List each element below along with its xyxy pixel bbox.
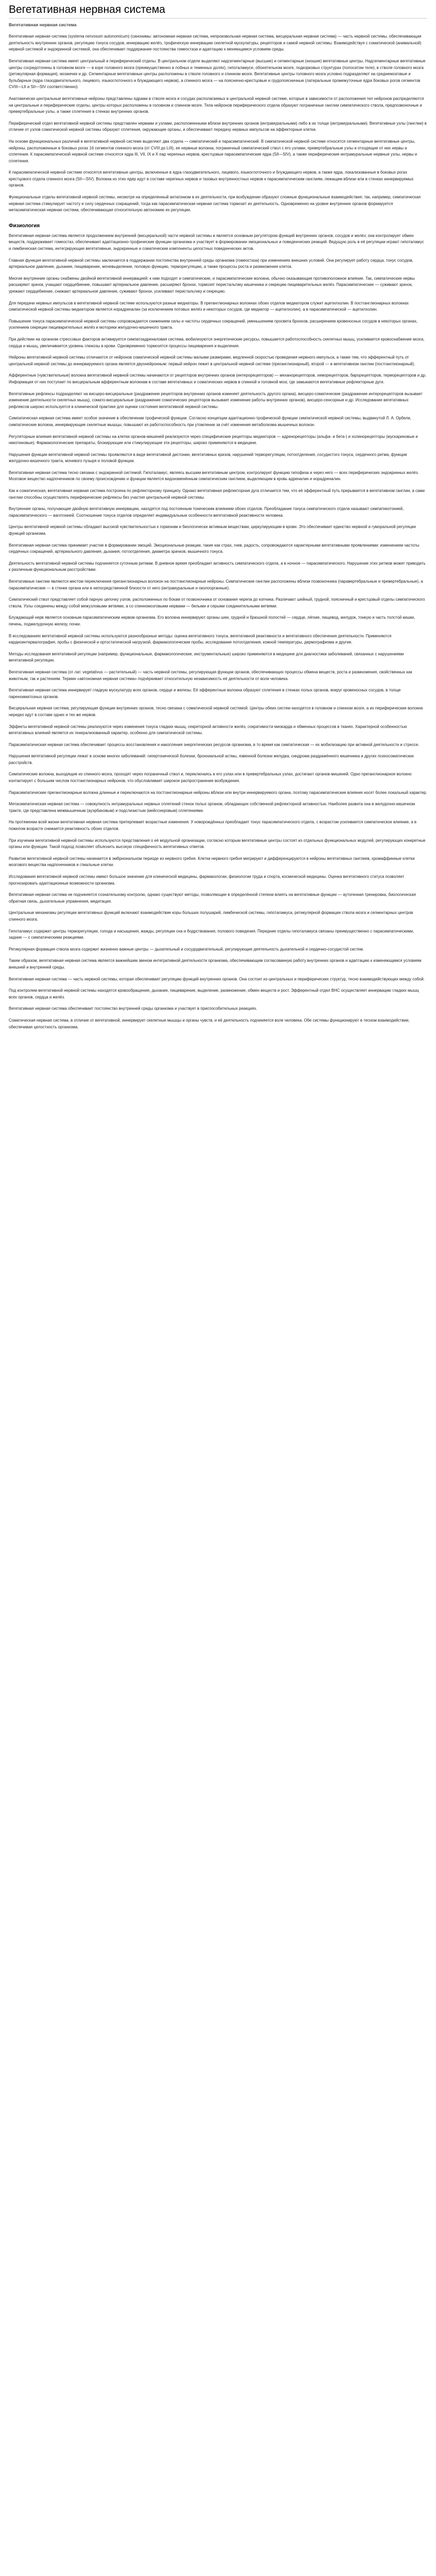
paragraph: Висцеральная нервная система, регулирующая функции внутренних органов, тесно связана с соматической нервной системой. Центры обеих систем находятся в головном и спинном мозге, а их периферические волокна нередко идут в составе одних и тех же нервов. [9, 706, 423, 717]
paragraph: Эффекты вегетативной нервной системы реализуются через изменения тонуса гладких мышц, секреторной активности желёз, сократимости миокарда и обменных процессов в тканях. Характерной особенностью вегетативных влияний является их генерализованный характер, особенно для симпатической системы. [9, 724, 407, 736]
paragraph: Афферентные (чувствительные) волокна вегетативной нервной системы начинаются от рецепторов внутренних органов (интерорецепторов) — механорецепторов, хеморецепторов, барорецепторов, терморецепторов и др. Информация от них поступает по висцеральным афферентным волокнам в составе вегетативных и соматических нервов в спинной и головной мозг, где замыкаются вегетативные рефлекторные дуги. [9, 373, 427, 384]
paragraph: Вегетативные ганглии являются местом переключения преганглионарных волокон на постганглионарные нейроны. Симпатические ганглии расположены вблизи позвоночника (паравертебральные и превертебральные), а парасимпатические — в стенке органа или в непосредственной близости от него (интрамуральные и околоорганные). [9, 579, 423, 590]
paragraph: Вегетативная нервная система имеет центральный и периферический отделы. В центральном отделе выделяют надсегментарные (высшие) и сегментарные (низшие) вегетативные центры. Надсегментарные вегетативные центры сосредоточены в головном мозге — в коре головного мозга (преимущественно в лобных и теменных долях), гипоталамусе, обонятельном мозге, подкорковых структурах (полосатом теле), в стволе головного мозга (ретикулярная формация), мозжечке и др. Сегментарные вегетативные центры расположены в стволе головного и спинном мозге. Вегетативные центры головного мозга условно подразделяют на среднемозговые и бульбарные (ядра глазодвигательного, лицевого, языкоглоточного и блуждающего нервов), а спинного мозга — на пояснично-крестцовые и грудопоясничные (латеральные промежуточные ядра боковых рогов сегментов CVIII—LII и SII—SIV соответственно). [9, 58, 426, 90]
paragraph: Методы исследования вегетативной регуляции (например, функциональные, фармакологические, инструментальные) широко применяются в медицине для диагностики заболеваний, связанных с нарушениями вегетативной регуляции. [9, 651, 404, 663]
paragraph: Нейроны вегетативной нервной системы отличаются от нейронов соматической нервной системы малыми размерами, медленной скоростью проведения нервного импульса, а также тем, что эфферентный путь от центральной нервной системы до иннервируемого органа является двухнейронным: первый нейрон лежит в центральной нервной системе (преганглионарный), второй — в вегетативном ганглии (постганглионарный). [9, 355, 415, 366]
paragraph: Главная функция вегетативной нервной системы заключается в поддержании постоянства внутренней среды организма (гомеостаза) при изменениях внешних условий. Она регулирует работу сердца, тонус сосудов, артериальное давление, дыхание, пищеварение, мочевыделение, половую функцию, терморегуляцию, а также процессы роста и размножения клеток. [9, 258, 413, 269]
paragraph: Вегетативная нервная система (systema nervosum autonomicum) (синонимы: автономная нервная система, непроизвольная нервная система, висцеральная нервная система) — часть нервной системы, обеспечивающая деятельность внутренних органов, регуляцию тонуса сосудов, иннервацию желёз, трофическую иннервацию скелетной мускулатуры, рецепторов и самой нервной системы. Взаимодействуя с соматической (анимальной) нервной системой и эндокринной системой, она обеспечивает поддержание постоянства гомеостаза и адаптацию к меняющимся условиям среды. [9, 34, 422, 52]
paragraph: Функциональные отделы вегетативной нервной системы, несмотря на определенный антагонизм в их деятельности, при возбуждении образуют сложные функциональные взаимодействия; так, например, симпатическая нервная система стимулирует частоту и силу сердечных сокращений, тогда как парасимпатическая нервная система тормозит их деятельность. Одновременно на уровне внутренних органов формируется метасимпатическая нервная система, обеспечивающая относительную автономию их регуляции. [9, 195, 421, 213]
paragraph: Для передачи нервных импульсов в вегетативной нервной системе используются разные медиаторы. В преганглионарных волокнах обоих отделов медиатором служит ацетилхолин. В постганглионарных волокнах симпатической нервной системы медиатором является норадреналин (за исключением потовых желёз и некоторых сосудов, где медиатор — ацетилхолин), а в парасимпатической — ацетилхолин. [9, 300, 409, 312]
paragraph: Внутренние органы, получающие двойную вегетативную иннервацию, находятся под постоянным тоническим влиянием обоих отделов. Преобладание тонуса симпатического отдела называют симпатикотонией, парасимпатического — ваготонией. Соотношение тонуса отделов определяет индивидуальные особенности вегетативной реактивности человека. [9, 506, 404, 518]
page-title: Вегетативная нервная система [9, 3, 427, 19]
paragraph: Вегетативная нервная система (от лат. vegetativus — растительный) — часть нервной системы, регулирующая функции органов, обеспечивающих процессы обмена веществ, роста и размножения, свойственных как животным, так и растениям. Термин «автономная нервная система» подчёркивает относительную независимость её деятельности от воли человека. [9, 669, 412, 681]
paragraph: Соматическая нервная система, в отличие от вегетативной, иннервирует скелетные мышцы и органы чувств, и её деятельность подчиняется воле человека. Обе системы функционируют в тесном взаимодействии, обеспечивая целостность организма. [9, 1018, 410, 1029]
paragraph: При действии на организм стрессовых факторов активируется симпатоадреналовая система, мобилизуются энергетические ресурсы, повышается работоспособность скелетных мышц, усиливается кровоснабжение мозга, сердца и мышц, увеличивается уровень глюкозы в крови. Одновременно тормозятся процессы пищеварения и выделения. [9, 336, 425, 348]
paragraph: Симпатические волокна, выходящие из спинного мозга, проходят через пограничный ствол и, переключаясь в его узлах или в превертебральных узлах, достигают органов-мишеней. Одно преганглионарное волокно контактирует с большим числом постганглионарных нейронов, что обусловливает широкое распространение возбуждения. [9, 772, 412, 784]
paragraph: При изучении вегетативной нервной системы используются представления о её модульной организации, согласно которым вегетативные центры состоят из отдельных функциональных модулей, регулирующих конкретные органы или функции. Такой подход позволяет объяснить высокую специфичность вегетативных ответов. [9, 838, 426, 850]
paragraph: Вегетативная нервная система обеспечивает постоянство внутренней среды организма и участвует в приспособительных реакциях. [9, 1006, 257, 1011]
paragraph: Вегетативная нервная система тесно связана с эндокринной системой. Гипоталамус, являясь высшим вегетативным центром, контролирует функцию гипофиза и через него — всех периферических эндокринных желёз. Мозговое вещество надпочечников по своему происхождению и функции является видоизменённым симпатическим ганглием, выделяющим в кровь адреналин и норадреналин. [9, 470, 419, 482]
paragraph: Как и соматическая, вегетативная нервная система построена по рефлекторному принципу. Однако вегетативная рефлекторная дуга отличается тем, что её эфферентный путь прерывается в вегетативном ганглии, а сами ганглии способны осуществлять периферические рефлексы без участия центральной нервной системы. [9, 488, 425, 500]
paragraph: На основе функциональных различий в вегетативной нервной системе выделяют два отдела — симпатический и парасимпатический. В симпатической нервной системе относятся сегментарные вегетативные центры, нейроны, расположенные в боковых рогах 16 сегментов спинного мозга (от CVIII до LIII), ее нервные волокна, пограничный симпатический ствол с его узлами, превертебральные узлы и отходящие от них нервы и сплетения. К парасимпатической нервной системе относятся ядра III, VII, IX и X пар черепных нервов, крестцовые парасимпатические ядра (SII—SIV), а также периферические интрамуральные нервные узлы, нервы и сплетения. [9, 139, 417, 163]
paragraph: Нарушения функции вегетативной нервной системы проявляются в виде вегетативной дистонии, вегетативных кризов, нарушений терморегуляции, потоотделения, сосудистого тонуса, сердечного ритма, функции желудочно-кишечного тракта, мочевого пузыря и половой функции. [9, 452, 407, 464]
paragraph: Вегетативные рефлексы подразделяют на висцеро-висцеральные (раздражение рецепторов внутренних органов изменяет деятельность другого органа), висцеро-соматические (раздражение интерорецепторов вызывает изменение деятельности скелетных мышц), сомато-висцеральные (раздражение соматических рецепторов вызывает изменение работы внутренних органов), висцеро-сенсорные и др. Исследование вегетативных рефлексов широко используется в клинической практике для оценки состояния вегетативной нервной системы. [9, 391, 423, 409]
page-subtitle: Вегетативная нервная система [9, 22, 77, 28]
paragraph: Многие внутренние органы снабжены двойной вегетативной иннервацией: к ним подходят и симпатические, и парасимпатические волокна, обычно оказывающие противоположное влияние. Так, симпатические нервы расширяют зрачок, учащают сердцебиение, повышают артериальное давление, расширяют бронхи, тормозят перистальтику кишечника и секрецию пищеварительных желёз. Парасимпатические — суживают зрачок, урежают сердцебиение, снижают артериальное давление, суживают бронхи, усиливают перистальтику и секрецию. [9, 276, 415, 294]
paragraph: Центральные механизмы регуляции вегетативных функций включают взаимодействие коры больших полушарий, лимбической системы, гипоталамуса, ретикулярной формации ствола мозга и сегментарных центров спинного мозга. [9, 910, 413, 922]
paragraph: Парасимпатическая нервная система обеспечивает процессы восстановления и накопления энергетических ресурсов организма, в то время как симпатическая — их мобилизацию при активной деятельности и стрессе. [9, 742, 420, 747]
paragraph: Вегетативная нервная система принимает участие в формировании эмоций. Эмоциональные реакции, такие как страх, гнев, радость, сопровождаются характерными вегетативными проявлениями: изменением частоты сердечных сокращений, артериального давления, дыхания, потоотделения, диаметра зрачков, мышечного тонуса. [9, 543, 420, 554]
article-body [9, 33, 427, 1030]
paragraph: В исследованиях вегетативной нервной системы используются разнообразные методы: оценка вегетативного тонуса, вегетативной реактивности и вегетативного обеспечения деятельности. Применяются кардиоинтервалография, пробы с физической и ортостатической нагрузкой, фармакологические пробы, исследование потоотделения, кожной температуры, дермографизма и другие. [9, 633, 392, 645]
paragraph: Парасимпатические преганглионарные волокна длинные и переключаются на постганглионарные нейроны вблизи или внутри иннервируемого органа, поэтому парасимпатические влияния носят более локальный характер. [9, 790, 427, 795]
article [0, 0, 436, 1030]
paragraph: Вегетативная нервная система является продолжением внутренней (висцеральной) части нервной системы и является основным регулятором функций внутренних органов, сосудов и желёз; она контролирует обмен веществ, поддерживает гомеостаз, обеспечивает адаптационно-трофические функции организма и участвует в формировании эмоциональных и поведенческих реакций. Ведущую роль в её регуляции играют гипоталамус и лимбическая система, интегрирующие вегетативные, эндокринные и соматические компоненты целостных поведенческих актов. [9, 233, 424, 251]
paragraph: Блуждающий нерв является основным парасимпатическим нервом организма. Его волокна иннервируют органы шеи, грудной и брюшной полостей — сердце, лёгкие, пищевод, желудок, тонкую и часть толстой кишки, печень, поджелудочную железу, почки. [9, 615, 415, 626]
paragraph: Гипоталамус содержит центры терморегуляции, голода и насыщения, жажды, регуляции сна и бодрствования, полового поведения. Передние отделы гипоталамуса связаны преимущественно с парасимпатическими, задние — с симпатическими реакциями. [9, 928, 414, 940]
paragraph: К парасимпатической нервной системе относятся вегетативные центры, включенные в ядра глазодвигательного, лицевого, языкоглоточного и блуждающего нервов, а также ядра, локализованные в боковых рогах крестцового отдела спинного мозга (SII—SIV). Волокна из этих ядер идут в составе черепных нервов и тазовых внутренностных нервов к парасимпатическим ганглиям, лежащим вблизи или в стенках иннервируемых органов. [9, 170, 414, 188]
section-heading: Физиология [9, 223, 40, 229]
paragraph: Ретикулярная формация ствола мозга содержит жизненно важные центры — дыхательный и сосудодвигательный, регулирующие деятельность дыхательной и сердечно-сосудистой систем. [9, 946, 364, 952]
paragraph: Регуляторные влияния вегетативной нервной системы на клетки органов-мишеней реализуются через специфические рецепторы медиаторов — адренорецепторы (альфа- и бета-) и холинорецепторы (мускариновые и никотиновые). Фармакологические препараты, блокирующие или стимулирующие эти рецепторы, широко применяются в медицине. [9, 434, 418, 446]
paragraph: Вегетативная нервная система — часть нервной системы, которая обеспечивает регуляцию функций внутренних органов. Она состоит из центральных и периферических структур, тесно взаимодействующих между собой. [9, 976, 425, 981]
paragraph: Вегетативная нервная система иннервирует гладкую мускулатуру всех органов, сердце и железы. Её эфферентные волокна образуют сплетения в стенках полых органов, вокруг кровеносных сосудов, в толще паренхиматозных органов. [9, 688, 401, 699]
paragraph: Развитие вегетативной нервной системы начинается в эмбриональном периоде из нервного гребня. Клетки нервного гребня мигрируют и дифференцируются в нейроны вегетативных ганглиев, хромаффинные клетки мозгового вещества надпочечников и глиальные клетки. [9, 856, 415, 868]
paragraph: Анатомически центральные вегетативные нейроны представлены ядрами в стволе мозга и сосудах располагаемых в центральной нервной системе, которые в зависимости от расположения тел нейронов распределяются на центральные и периферические отделы, центры которых расположены в головном и спинном мозге. Тела нейронов периферического отдела образуют пограничные ганглии симпатического ствола, предпозвоночные и превертебральные узлы, а также сплетения в стенках внутренних органов. [9, 96, 424, 114]
paragraph: Нарушения вегетативной регуляции лежат в основе многих заболеваний: гипертонической болезни, бронхиальной астмы, язвенной болезни желудка, синдрома раздражённого кишечника и других психосоматических расстройств. [9, 754, 414, 765]
paragraph: Вегетативная нервная система не подчиняется сознательному контролю, однако существуют методы, позволяющие в определённой степени влиять на вегетативные функции — аутогенная тренировка, биологическая обратная связь, дыхательные упражнения, медитация. [9, 892, 416, 904]
paragraph: Симпатический ствол представляет собой парную цепочку узлов, расположенных по бокам от позвоночника от основания черепа до копчика. Различают шейный, грудной, поясничный и крестцовый отделы симпатического ствола. Узлы соединены между собой межузловыми ветвями, а со спинномозговыми нервами — белыми и серыми соединительными ветвями. [9, 597, 425, 608]
paragraph: Таким образом, вегетативная нервная система является важнейшим звеном интегративной деятельности организма, обеспечивающим согласованную работу внутренних органов и адаптацию к изменяющимся условиям внешней и внутренней среды. [9, 958, 422, 970]
paragraph: Центры вегетативной нервной системы обладают высокой чувствительностью к гормонам и биологически активным веществам, циркулирующим в крови. Это обеспечивает единство нервной и гуморальной регуляции функций организма. [9, 524, 416, 536]
paragraph: Под контролем вегетативной нервной системы находятся кровообращение, дыхание, пищеварение, выделение, размножение, обмен веществ и рост. Эфферентный отдел ВНС осуществляет иннервацию гладких мышц всех органов, сердца и желёз. [9, 988, 419, 999]
paragraph: Исследования вегетативной нервной системы имеют большое значение для клинической медицины, фармакологии, физиологии труда и спорта, космической медицины. Оценка вегетативного статуса позволяет прогнозировать адаптационные возможности организма. [9, 874, 405, 886]
paragraph: Метасимпатическая нервная система — совокупность интрамуральных нервных сплетений стенок полых органов, обладающих собственной рефлекторной активностью. Наиболее развита она в желудочно-кишечном тракте, где представлена межмышечным (ауэрбаховым) и подслизистым (мейсснеровым) сплетениями. [9, 802, 415, 813]
paragraph: Деятельность вегетативной нервной системы подчиняется суточным ритмам. В дневное время преобладает активность симпатического отдела, а в ночное — парасимпатического. Нарушение этих ритмов может приводить к различным функциональным расстройствам. [9, 561, 426, 572]
paragraph: Симпатическая нервная система имеет особое значение в обеспечении трофической функции. Согласно концепции адаптационно-трофической функции симпатической нервной системы, выдвинутой Л. А. Орбели, симпатические волокна, иннервирующие скелетные мышцы, повышают их работоспособность при утомлении за счёт изменения метаболизма мышечных волокон. [9, 416, 411, 427]
paragraph: Повышение тонуса парасимпатической нервной системы сопровождается снижением силы и частоты сердечных сокращений, уменьшением просвета бронхов, расширением кровеносных сосудов в некоторых органах, усилением секреции пищеварительных желёз и моторики желудочно-кишечного тракта. [9, 318, 418, 330]
paragraph: Периферический отдел вегетативной нервной системы представлен нервами и узлами, расположенными вблизи внутренних органов (интрамуральными) либо в их толще (интрамуральными). Вегетативные узлы (ганглии) в отличие от узлов соматической нервной системы образуют сплетения, окружающие органы, и обеспечивают передачу нервных импульсов на эффекторные клетки. [9, 121, 427, 132]
paragraph: На протяжении всей жизни вегетативная нервная система претерпевает возрастные изменения. У новорождённых преобладает тонус парасимпатического отдела, с возрастом усиливается симпатическое влияние, а в пожилом возрасте снижается реактивность обоих отделов. [9, 820, 417, 832]
